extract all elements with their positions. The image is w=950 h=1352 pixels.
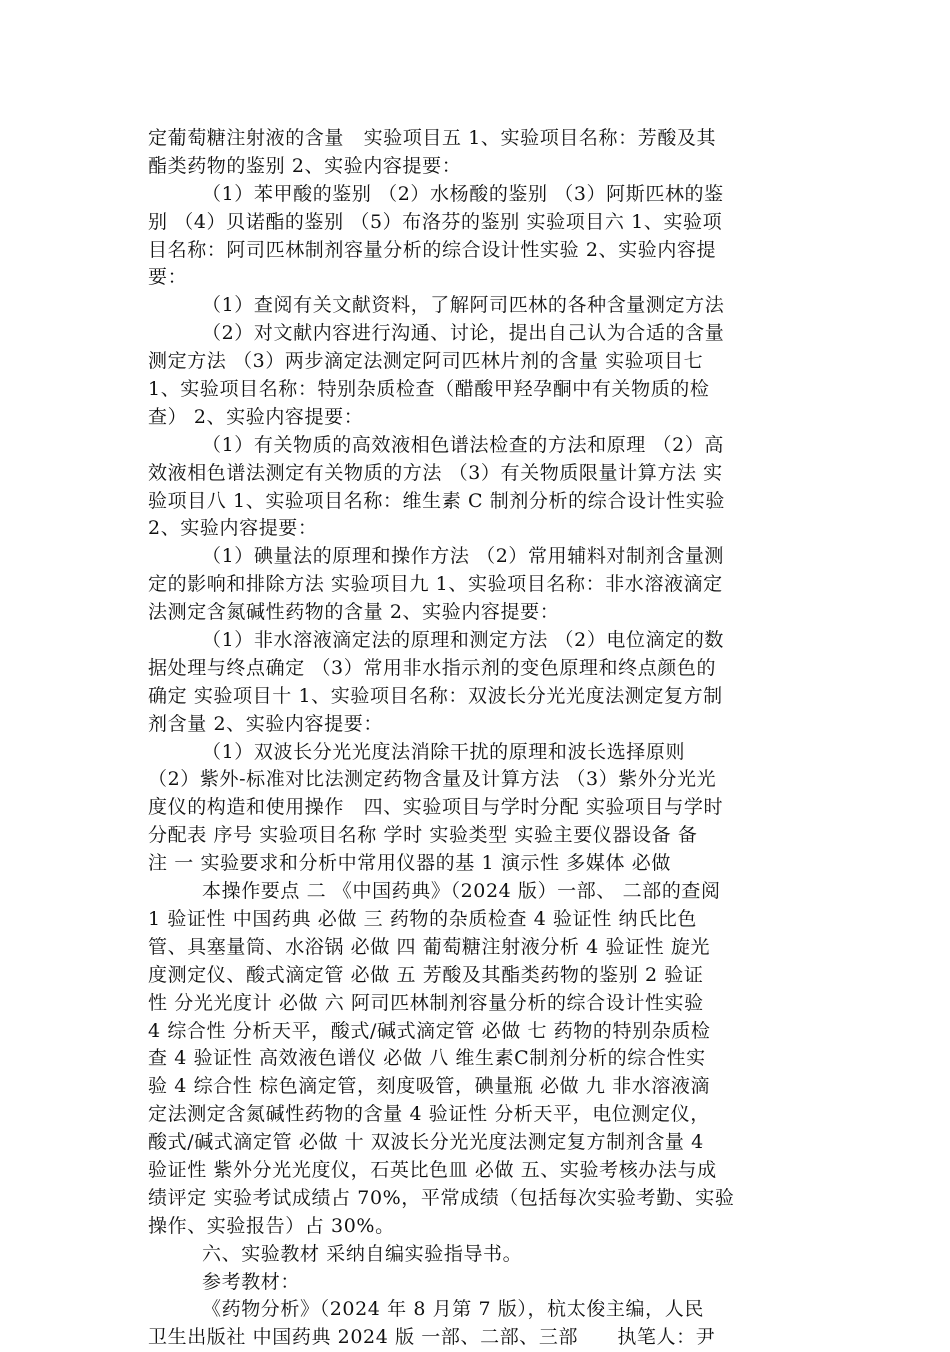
text-line: 酯类药物的鉴别 2、实验内容提要： [148,154,462,177]
text-line: 剂含量 2、实验内容提要： [148,712,383,735]
text-line: 管、具塞量筒、水浴锅 必做 四 葡萄糖注射液分析 4 验证性 旋光 [148,935,711,958]
text-line: 验 4 综合性 棕色滴定管，刻度吸管，碘量瓶 必做 九 非水溶液滴 [148,1075,711,1098]
text-line: 酸式/碱式滴定管 必做 十 双波长分光光度法测定复方制剂含量 4 [148,1131,704,1154]
text-line: 据处理与终点确定 （3）常用非水指示剂的变色原理和终点颜色的 [148,656,717,679]
text-line: 操作、实验报告）占 30%。 [148,1214,395,1237]
text-line: 绩评定 实验考试成绩占 70%，平常成绩（包括每次实验考勤、实验 [148,1186,735,1209]
text-line: 法测定含氮碱性药物的含量 2、实验内容提要： [148,601,560,624]
text-line: 1 验证性 中国药典 必做 三 药物的杂质检查 4 验证性 纳氏比色 [148,907,697,930]
text-line: （2）紫外-标准对比法测定药物含量及计算方法 （3）紫外分光光 [148,768,717,791]
text-line: 性 分光光度计 必做 六 阿司匹林制剂容量分析的综合设计性实验 [148,991,704,1014]
text-line: 定葡萄糖注射液的含量 实验项目五 1、实验项目名称：芳酸及其 [148,127,717,149]
body-text [148,125,812,1352]
text-line: （1）有关物质的高效液相色谱法检查的方法和原理 （2）高 [202,433,725,456]
text-line: （2）对文献内容进行沟通、讨论，提出自己认为合适的含量 [202,322,725,345]
text-line: 4 综合性 分析天平，酸式/碱式滴定管 必做 七 药物的特别杂质检 [148,1019,711,1042]
text-line: 目名称：阿司匹林制剂容量分析的综合设计性实验 2、实验内容提 [148,238,717,261]
text-line: （1）查阅有关文献资料，了解阿司匹林的各种含量测定方法 [202,294,725,317]
text-line: 要： [148,266,188,289]
text-line: 别 （4）贝诺酯的鉴别 （5）布洛芬的鉴别 实验项目六 1、实验项 [148,210,723,233]
text-line: （1）苯甲酸的鉴别 （2）水杨酸的鉴别 （3）阿斯匹林的鉴 [202,182,724,205]
text-line: 验证性 紫外分光光度仪，石英比色皿 必做 五、实验考核办法与成 [148,1158,717,1181]
text-line: 效液相色谱法测定有关物质的方法 （3）有关物质限量计算方法 实 [148,461,723,484]
text-line: 查） 2、实验内容提要： [148,405,364,428]
text-line: 注 一 实验要求和分析中常用仪器的基 1 演示性 多媒体 必做 [148,852,671,875]
text-line: 分配表 序号 实验项目名称 学时 实验类型 实验主要仪器设备 备 [148,824,698,847]
text-line: 六、实验教材 采纳自编实验指导书。 [202,1242,523,1265]
text-line: 定的影响和排除方法 实验项目九 1、实验项目名称：非水溶液滴定 [148,573,723,596]
text-line: （1）非水溶液滴定法的原理和测定方法 （2）电位滴定的数 [202,629,725,652]
text-line: 参考教材： [202,1270,301,1293]
text-line: 确定 实验项目十 1、实验项目名称：双波长分光光度法测定复方制 [148,684,723,707]
text-line: 定法测定含氮碱性药物的含量 4 验证性 分析天平，电位测定仪， [148,1103,710,1126]
text-line: 《药物分析》（2024 年 8 月第 7 版），杭太俊主编，人民 [202,1298,704,1321]
text-line: 1、实验项目名称：特别杂质检查（醋酸甲羟孕酮中有关物质的检 [148,378,710,401]
text-line: 本操作要点 二 《中国药典》（2024 版）一部、 二部的查阅 [202,880,721,903]
text-line: 验项目八 1、实验项目名称：维生素 C 制剂分析的综合设计性实验 [148,489,725,512]
text-line: 度测定仪、酸式滴定管 必做 五 芳酸及其酯类药物的鉴别 2 验证 [148,963,704,986]
text-line: 查 4 验证性 高效液色谱仪 必做 八 维生素C制剂分析的综合性实 [148,1047,706,1070]
text-line: （1）双波长分光光度法消除干扰的原理和波长选择原则 [202,740,686,763]
text-line: 度仪的构造和使用操作 四、实验项目与学时分配 实验项目与学时 [148,796,724,819]
text-line: 卫生出版社 中国药典 2024 版 一部、二部、三部 执笔人：尹 [148,1326,716,1349]
text-line: 测定方法 （3）两步滴定法测定阿司匹林片剂的含量 实验项目七 [148,350,704,373]
text-line: 2、实验内容提要： [148,517,318,540]
text-line: （1）碘量法的原理和操作方法 （2）常用辅料对制剂含量测 [202,545,725,568]
